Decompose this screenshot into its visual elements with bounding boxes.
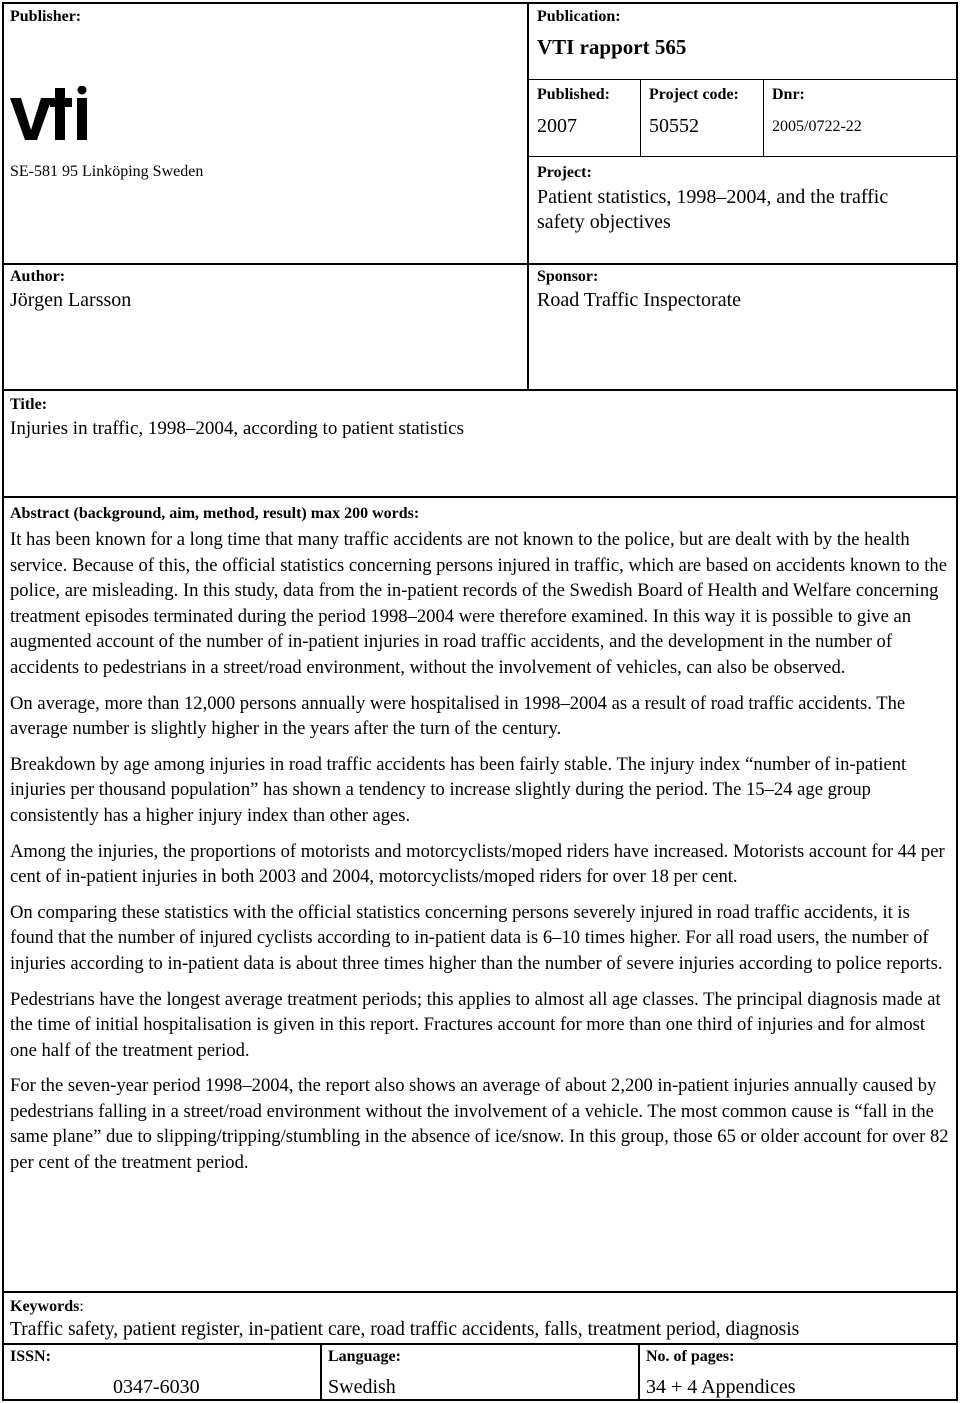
- pages-value: 34 + 4 Appendices: [646, 1376, 796, 1398]
- divider-meta-row: [528, 156, 956, 157]
- divider-abstract-row: [2, 496, 958, 498]
- language-value: Swedish: [328, 1376, 396, 1398]
- author-label: Author:: [10, 268, 66, 285]
- divider-publisher-publication: [527, 2, 529, 264]
- sponsor-value: Road Traffic Inspectorate: [537, 289, 742, 311]
- title-label: Title:: [10, 396, 48, 413]
- abstract-paragraph-5: On comparing these statistics with the official statistics concerning persons severely injured in road traffic accidents, it is found that the number of injured cyclists according to in-patient data is 6–10 times higher. For all road users, the number of injuries according to in-patient data is about three times higher than the number of severe injuries according to police reports.: [10, 901, 943, 974]
- abstract-paragraph-2: On average, more than 12,000 persons annually were hospitalised in 1998–2004 as a result of road traffic accidents. The average number is slightly higher in the years after the turn of the century.: [10, 692, 906, 740]
- divider-keywords-row: [2, 1291, 958, 1293]
- divider-author-sponsor: [527, 263, 529, 390]
- keywords-label: Keywords: [10, 1298, 80, 1315]
- abstract-label: Abstract (background, aim, method, result) max 200 words:: [10, 505, 420, 522]
- abstract-paragraph-7: For the seven-year period 1998–2004, the report also shows an average of about 2,200 in-patient injuries annually caused by pedestrians falling in a street/road environment without the involvement of a vehicle. The most common cause is “fall in the same plane” due to slipping/tripping/stumbling in the absence of ice/snow. In this group, those 65 or older account for over 82 per cent of the treatment period.: [10, 1075, 949, 1174]
- project-label: Project:: [537, 164, 592, 181]
- issn-label: ISSN:: [10, 1348, 51, 1365]
- publication-label: Publication:: [537, 8, 621, 25]
- publication-value: VTI rapport 565: [537, 35, 687, 59]
- abstract-paragraph-4: Among the injuries, the proportions of motorists and motorcyclists/moped riders have increased. Motorists account for 44 per cent of in-patient injuries in both 2003 and 2004, motorcyclists/moped riders for over 18 per cent.: [10, 840, 945, 888]
- border-top: [2, 2, 958, 4]
- published-label: Published:: [537, 86, 610, 103]
- project-line-1: Patient statistics, 1998–2004, and the traffic: [537, 186, 889, 208]
- divider-publication-row: [528, 79, 956, 80]
- publisher-address: SE-581 95 Linköping Sweden: [10, 163, 204, 180]
- sponsor-label: Sponsor:: [537, 268, 599, 285]
- abstract-body: [10, 527, 955, 1186]
- published-value: 2007: [537, 115, 577, 137]
- publisher-label: Publisher:: [10, 8, 82, 25]
- author-value: Jörgen Larsson: [10, 289, 132, 311]
- keywords-label-row: [10, 1299, 84, 1315]
- vti-logo: [10, 86, 94, 142]
- pages-label: No. of pages:: [646, 1348, 735, 1365]
- abstract-paragraph-6: Pedestrians have the longest average treatment periods; this applies to almost all age classes. The principal diagnosis made at the time of initial hospitalisation is given in this report. Fractures account for more than one third of injuries and for almost one half of the treatment period.: [10, 988, 941, 1061]
- divider-title-row: [2, 389, 958, 391]
- title-value: Injuries in traffic, 1998–2004, according to patient statistics: [10, 418, 464, 439]
- divider-published-code: [640, 79, 641, 156]
- border-left: [2, 2, 4, 1401]
- divider-language-pages: [638, 1343, 640, 1401]
- border-right: [956, 2, 958, 1401]
- dnr-label: Dnr:: [772, 86, 805, 103]
- abstract-paragraph-3: Breakdown by age among injuries in road traffic accidents has been fairly stable. The injury index “number of in-patient injuries per thousand population” has shown a tendency to increase slightly during the period. The 15–24 age group consistently has a higher injury index than other ages.: [10, 753, 907, 826]
- project-code-label: Project code:: [649, 86, 739, 103]
- project-line-2: safety objectives: [537, 211, 671, 233]
- abstract-paragraph-1: It has been known for a long time that many traffic accidents are not known to the police, but are dealt with by the health service. Because of this, the official statistics concerning persons injured in traffic, which are based on accidents known to the police, are misleading. In this study, data from the in-patient records of the Swedish Board of Health and Welfare concerning treatment episodes terminated during the period 1998–2004 were therefore examined. In this way it is possible to give an augmented account of the number of in-patient injuries in road traffic accidents, and the development in the number of accidents to pedestrians in a street/road environment, without the involvement of vehicles, can also be observed.: [10, 529, 947, 678]
- project-code-value: 50552: [649, 115, 699, 137]
- keywords-colon: :: [79, 1298, 84, 1315]
- border-bottom: [2, 1399, 958, 1401]
- keywords-value: Traffic safety, patient register, in-patient care, road traffic accidents, falls, treatment period, diagnosis: [10, 1319, 800, 1340]
- language-label: Language:: [328, 1348, 401, 1365]
- dnr-value: 2005/0722-22: [772, 118, 862, 135]
- divider-bottom-row: [2, 1343, 958, 1345]
- divider-code-dnr: [763, 79, 764, 156]
- divider-author-row: [2, 263, 958, 265]
- issn-value: 0347-6030: [113, 1376, 200, 1398]
- divider-issn-language: [320, 1343, 322, 1401]
